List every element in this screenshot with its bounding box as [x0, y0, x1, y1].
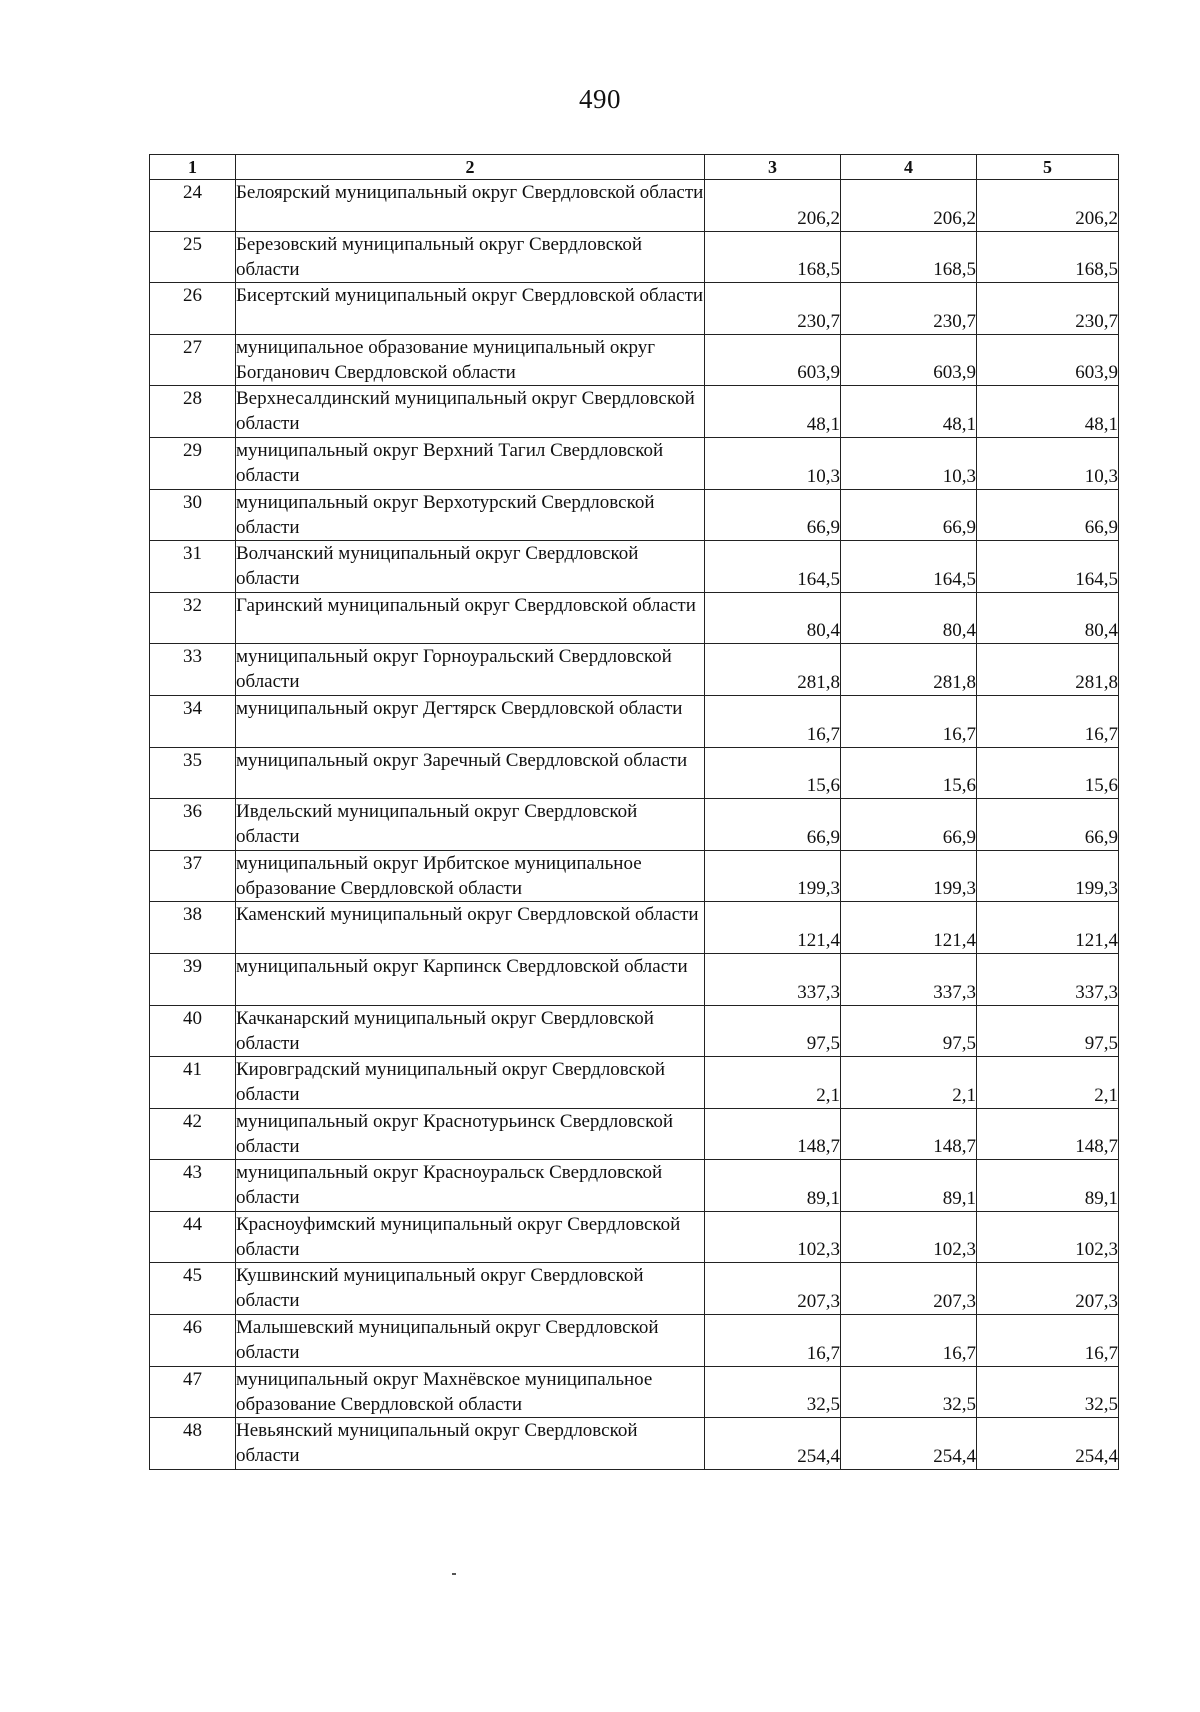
row-number-cell: 38: [150, 902, 236, 954]
value-cell-col4: 2,1: [841, 1057, 977, 1109]
table-row: [150, 695, 1119, 747]
value-cell-col5: 102,3: [977, 1211, 1119, 1263]
row-number-cell: 33: [150, 644, 236, 696]
municipality-name-cell: муниципальный округ Горноуральский Свердловской области: [236, 644, 705, 696]
value-cell-col3: 97,5: [705, 1005, 841, 1057]
row-number-cell: 44: [150, 1211, 236, 1263]
allocation-table: [149, 154, 1119, 1470]
value-cell-col5: 80,4: [977, 592, 1119, 644]
table-row: [150, 1315, 1119, 1367]
table-row: [150, 1005, 1119, 1057]
row-number-cell: 46: [150, 1315, 236, 1367]
value-cell-col4: 230,7: [841, 283, 977, 335]
value-cell-col5: 32,5: [977, 1366, 1119, 1418]
value-cell-col5: 121,4: [977, 902, 1119, 954]
value-cell-col3: 16,7: [705, 695, 841, 747]
table-row: [150, 334, 1119, 386]
row-number-cell: 24: [150, 180, 236, 232]
value-cell-col3: 207,3: [705, 1263, 841, 1315]
table-row: [150, 1418, 1119, 1470]
municipality-name-cell: Каменский муниципальный округ Свердловской области: [236, 902, 705, 954]
row-number-cell: 45: [150, 1263, 236, 1315]
value-cell-col3: 32,5: [705, 1366, 841, 1418]
value-cell-col4: 66,9: [841, 799, 977, 851]
table-row: [150, 1211, 1119, 1263]
table-row: [150, 953, 1119, 1005]
table-row: [150, 850, 1119, 902]
value-cell-col5: 281,8: [977, 644, 1119, 696]
value-cell-col5: 164,5: [977, 541, 1119, 593]
municipality-name-cell: муниципальный округ Верхотурский Свердловской области: [236, 489, 705, 541]
row-number-cell: 48: [150, 1418, 236, 1470]
row-number-cell: 30: [150, 489, 236, 541]
value-cell-col5: 230,7: [977, 283, 1119, 335]
value-cell-col3: 337,3: [705, 953, 841, 1005]
value-cell-col4: 254,4: [841, 1418, 977, 1470]
value-cell-col3: 15,6: [705, 747, 841, 799]
table-row: [150, 799, 1119, 851]
value-cell-col5: 207,3: [977, 1263, 1119, 1315]
value-cell-col3: 89,1: [705, 1160, 841, 1212]
value-cell-col3: 164,5: [705, 541, 841, 593]
value-cell-col4: 97,5: [841, 1005, 977, 1057]
value-cell-col5: 2,1: [977, 1057, 1119, 1109]
value-cell-col4: 16,7: [841, 1315, 977, 1367]
row-number-cell: 40: [150, 1005, 236, 1057]
value-cell-col3: 206,2: [705, 180, 841, 232]
value-cell-col5: 16,7: [977, 1315, 1119, 1367]
municipality-name-cell: Невьянский муниципальный округ Свердловской области: [236, 1418, 705, 1470]
value-cell-col3: 168,5: [705, 231, 841, 283]
value-cell-col4: 10,3: [841, 437, 977, 489]
municipality-name-cell: Бисертский муниципальный округ Свердловской области: [236, 283, 705, 335]
value-cell-col4: 89,1: [841, 1160, 977, 1212]
municipality-name-cell: муниципальный округ Верхний Тагил Свердловской области: [236, 437, 705, 489]
municipality-name-cell: Березовский муниципальный округ Свердловской области: [236, 231, 705, 283]
value-cell-col3: 80,4: [705, 592, 841, 644]
row-number-cell: 37: [150, 850, 236, 902]
municipality-name-cell: Верхнесалдинский муниципальный округ Свердловской области: [236, 386, 705, 438]
value-cell-col4: 206,2: [841, 180, 977, 232]
column-header-3: 3: [705, 155, 841, 180]
municipality-name-cell: Белоярский муниципальный округ Свердловской области: [236, 180, 705, 232]
value-cell-col3: 230,7: [705, 283, 841, 335]
value-cell-col5: 89,1: [977, 1160, 1119, 1212]
table-body: [150, 180, 1119, 1470]
municipality-name-cell: муниципальный округ Красноуральск Свердловской области: [236, 1160, 705, 1212]
scan-speck: [452, 1573, 456, 1575]
municipality-name-cell: Красноуфимский муниципальный округ Свердловской области: [236, 1211, 705, 1263]
value-cell-col4: 207,3: [841, 1263, 977, 1315]
value-cell-col3: 48,1: [705, 386, 841, 438]
value-cell-col3: 199,3: [705, 850, 841, 902]
table-header-row: [150, 155, 1119, 180]
row-number-cell: 25: [150, 231, 236, 283]
value-cell-col5: 603,9: [977, 334, 1119, 386]
value-cell-col4: 148,7: [841, 1108, 977, 1160]
value-cell-col4: 199,3: [841, 850, 977, 902]
table-row: [150, 1366, 1119, 1418]
value-cell-col5: 206,2: [977, 180, 1119, 232]
row-number-cell: 35: [150, 747, 236, 799]
value-cell-col5: 148,7: [977, 1108, 1119, 1160]
row-number-cell: 41: [150, 1057, 236, 1109]
value-cell-col3: 102,3: [705, 1211, 841, 1263]
table-row: [150, 644, 1119, 696]
row-number-cell: 32: [150, 592, 236, 644]
column-header-2: 2: [236, 155, 705, 180]
municipality-name-cell: Гаринский муниципальный округ Свердловской области: [236, 592, 705, 644]
table-row: [150, 541, 1119, 593]
value-cell-col4: 337,3: [841, 953, 977, 1005]
table-row: [150, 489, 1119, 541]
table-row: [150, 1160, 1119, 1212]
row-number-cell: 27: [150, 334, 236, 386]
municipality-name-cell: муниципальное образование муниципальный округ Богданович Свердловской области: [236, 334, 705, 386]
table-row: [150, 1057, 1119, 1109]
value-cell-col3: 66,9: [705, 799, 841, 851]
row-number-cell: 31: [150, 541, 236, 593]
value-cell-col5: 15,6: [977, 747, 1119, 799]
municipality-name-cell: муниципальный округ Дегтярск Свердловской области: [236, 695, 705, 747]
value-cell-col5: 199,3: [977, 850, 1119, 902]
row-number-cell: 47: [150, 1366, 236, 1418]
table-row: [150, 747, 1119, 799]
row-number-cell: 34: [150, 695, 236, 747]
municipality-name-cell: муниципальный округ Ирбитское муниципальное образование Свердловской области: [236, 850, 705, 902]
value-cell-col4: 48,1: [841, 386, 977, 438]
row-number-cell: 28: [150, 386, 236, 438]
municipality-name-cell: Малышевский муниципальный округ Свердловской области: [236, 1315, 705, 1367]
value-cell-col4: 168,5: [841, 231, 977, 283]
municipality-name-cell: Кировградский муниципальный округ Свердловской области: [236, 1057, 705, 1109]
column-header-5: 5: [977, 155, 1119, 180]
value-cell-col4: 102,3: [841, 1211, 977, 1263]
table-row: [150, 437, 1119, 489]
municipality-name-cell: муниципальный округ Махнёвское муниципальное образование Свердловской области: [236, 1366, 705, 1418]
value-cell-col5: 16,7: [977, 695, 1119, 747]
value-cell-col4: 66,9: [841, 489, 977, 541]
table-row: [150, 1108, 1119, 1160]
municipality-name-cell: Волчанский муниципальный округ Свердловской области: [236, 541, 705, 593]
municipality-name-cell: муниципальный округ Карпинск Свердловской области: [236, 953, 705, 1005]
value-cell-col4: 15,6: [841, 747, 977, 799]
value-cell-col5: 48,1: [977, 386, 1119, 438]
page-number: 490: [579, 84, 621, 114]
table-row: [150, 1263, 1119, 1315]
table-row: [150, 231, 1119, 283]
value-cell-col4: 603,9: [841, 334, 977, 386]
row-number-cell: 43: [150, 1160, 236, 1212]
value-cell-col5: 66,9: [977, 799, 1119, 851]
table-row: [150, 902, 1119, 954]
value-cell-col5: 337,3: [977, 953, 1119, 1005]
row-number-cell: 39: [150, 953, 236, 1005]
value-cell-col3: 603,9: [705, 334, 841, 386]
value-cell-col4: 80,4: [841, 592, 977, 644]
table-row: [150, 283, 1119, 335]
value-cell-col5: 10,3: [977, 437, 1119, 489]
row-number-cell: 36: [150, 799, 236, 851]
row-number-cell: 42: [150, 1108, 236, 1160]
municipality-name-cell: муниципальный округ Краснотурьинск Свердловской области: [236, 1108, 705, 1160]
value-cell-col4: 281,8: [841, 644, 977, 696]
value-cell-col4: 32,5: [841, 1366, 977, 1418]
value-cell-col4: 164,5: [841, 541, 977, 593]
value-cell-col5: 168,5: [977, 231, 1119, 283]
municipality-name-cell: муниципальный округ Заречный Свердловской области: [236, 747, 705, 799]
row-number-cell: 29: [150, 437, 236, 489]
value-cell-col3: 66,9: [705, 489, 841, 541]
value-cell-col3: 281,8: [705, 644, 841, 696]
value-cell-col5: 97,5: [977, 1005, 1119, 1057]
value-cell-col3: 2,1: [705, 1057, 841, 1109]
municipality-name-cell: Качканарский муниципальный округ Свердловской области: [236, 1005, 705, 1057]
value-cell-col3: 121,4: [705, 902, 841, 954]
column-header-1: 1: [150, 155, 236, 180]
row-number-cell: 26: [150, 283, 236, 335]
municipality-name-cell: Ивдельский муниципальный округ Свердловской области: [236, 799, 705, 851]
table-row: [150, 592, 1119, 644]
value-cell-col4: 16,7: [841, 695, 977, 747]
column-header-4: 4: [841, 155, 977, 180]
value-cell-col4: 121,4: [841, 902, 977, 954]
municipality-name-cell: Кушвинский муниципальный округ Свердловской области: [236, 1263, 705, 1315]
value-cell-col3: 10,3: [705, 437, 841, 489]
value-cell-col3: 254,4: [705, 1418, 841, 1470]
table-row: [150, 386, 1119, 438]
table-row: [150, 180, 1119, 232]
value-cell-col5: 254,4: [977, 1418, 1119, 1470]
value-cell-col5: 66,9: [977, 489, 1119, 541]
value-cell-col3: 16,7: [705, 1315, 841, 1367]
value-cell-col3: 148,7: [705, 1108, 841, 1160]
